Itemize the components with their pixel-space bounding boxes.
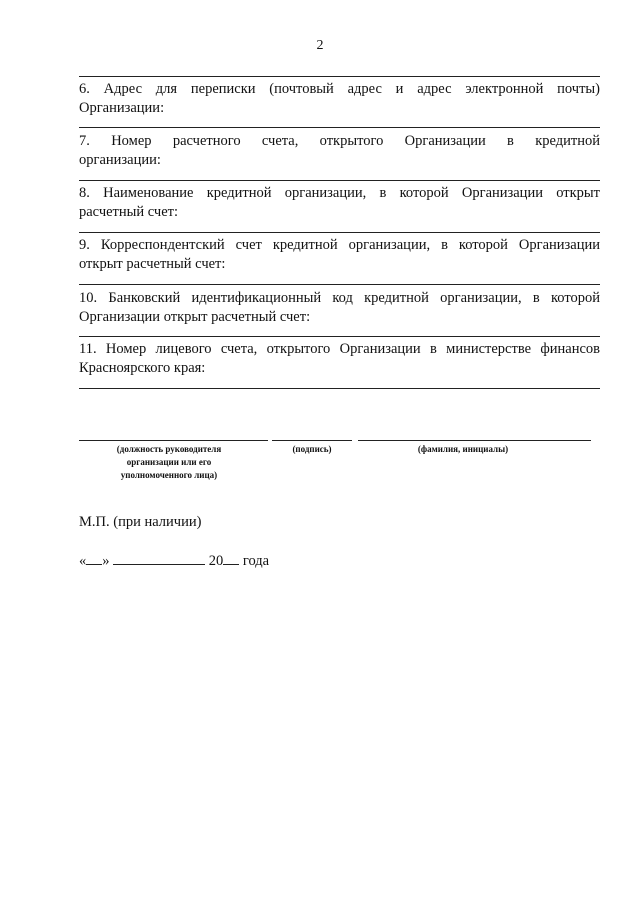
field-label-line2: Красноярского края: <box>79 360 206 376</box>
field-rule-top <box>79 284 600 285</box>
field-rule-top <box>79 180 600 181</box>
field-settlement-account <box>79 132 600 170</box>
position-line <box>79 440 268 441</box>
field-label-line1: 9. Корреспондентский счет кредитной организации, в которой Организации <box>79 237 600 253</box>
page-number: 2 <box>316 38 324 53</box>
position-caption: (должность руководителя организации или его уполномоченного лица) <box>116 444 222 480</box>
field-label-line1: 6. Адрес для переписки (почтовый адрес и адрес электронной почты) <box>79 81 600 97</box>
field-label-line2: Организации: <box>79 100 165 116</box>
field-address <box>79 80 600 118</box>
field-bank-name <box>79 184 600 222</box>
date-close-quote: » <box>102 553 110 569</box>
field-label-line1: 11. Номер лицевого счета, открытого Организации в министерстве финансов <box>79 341 600 357</box>
month-blank <box>113 550 205 565</box>
field-label-line2: Организации открыт расчетный счет: <box>79 309 311 325</box>
day-blank <box>86 550 102 565</box>
date-row <box>79 550 269 570</box>
field-personal-account <box>79 340 600 378</box>
field-rule-top <box>79 127 600 128</box>
name-caption: (фамилия, инициалы) <box>417 444 509 454</box>
date-suffix: года <box>242 553 270 569</box>
name-line <box>358 440 591 441</box>
field-rule-top <box>79 232 600 233</box>
field-label-line2: расчетный счет: <box>79 204 179 220</box>
field-label-line1: 8. Наименование кредитной организации, в которой Организации открыт <box>79 185 600 201</box>
year-prefix: 20 <box>208 553 224 569</box>
field-label-line2: организации: <box>79 152 161 168</box>
signature-line <box>272 440 352 441</box>
year-blank <box>223 550 239 565</box>
field-label-line1: 10. Банковский идентификационный код кредитной организации, в которой <box>79 290 600 306</box>
stamp-label: М.П. (при наличии) <box>79 514 202 530</box>
field-bic <box>79 289 600 327</box>
field-rule-bottom <box>79 388 600 389</box>
date-open-quote: « <box>79 553 87 569</box>
field-rule-top <box>79 336 600 337</box>
field-label-line2: открыт расчетный счет: <box>79 256 226 272</box>
field-rule-top <box>79 76 600 77</box>
signature-caption: (подпись) <box>292 444 332 454</box>
field-correspondent-account <box>79 236 600 274</box>
field-label-line1: 7. Номер расчетного счета, открытого Организации в кредитной <box>79 133 600 149</box>
